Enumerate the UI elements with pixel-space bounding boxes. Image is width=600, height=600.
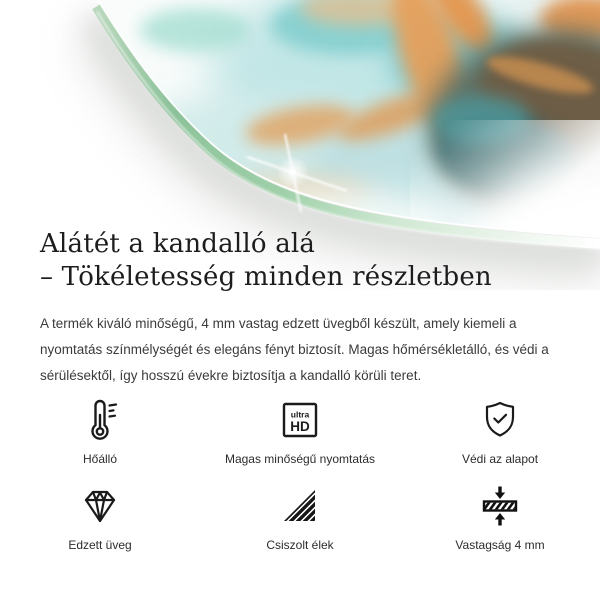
thickness-icon: [479, 482, 521, 530]
diamond-icon: [77, 482, 123, 530]
feature-grid: [0, 396, 600, 552]
feature-tempered-glass: [0, 482, 200, 552]
page-title-line1: Alátét a kandalló alá: [40, 229, 316, 259]
feature-protects-base: [400, 396, 600, 466]
feature-label: Védi az alapot: [461, 452, 539, 466]
feature-label: Magas minőségű nyomtatás: [224, 452, 376, 466]
ultra-hd-icon: [279, 396, 321, 444]
polished-edges-icon: [279, 482, 321, 530]
feature-label: Csiszolt élek: [266, 538, 334, 552]
feature-label: Hőálló: [82, 452, 118, 466]
shield-check-icon: [480, 396, 520, 444]
ultra-hd-badge-top: ultra: [290, 409, 310, 420]
feature-thickness: [400, 482, 600, 552]
feature-label: Vastagság 4 mm: [455, 538, 545, 552]
feature-heat-resistant: [0, 396, 200, 466]
ultra-hd-badge-bottom: HD: [290, 419, 310, 434]
feature-polished-edges: [200, 482, 400, 552]
product-description: A termék kiváló minőségű, 4 mm vastag edzett üvegből készült, amely kiemeli a nyomtatás színmélységét és elegáns fényt biztosít. Magas hőmérsékletálló, és védi a sérülésektől, így hosszú évekre biztosítja a kandalló körüli teret.: [40, 316, 549, 383]
product-copy: [40, 228, 580, 389]
feature-ultra-hd-print: [200, 396, 400, 466]
page-title-line2: – Tökéletesség minden részletben: [40, 262, 492, 292]
thermometer-icon: [82, 396, 118, 444]
page-title: [40, 228, 580, 294]
feature-label: Edzett üveg: [68, 538, 132, 552]
